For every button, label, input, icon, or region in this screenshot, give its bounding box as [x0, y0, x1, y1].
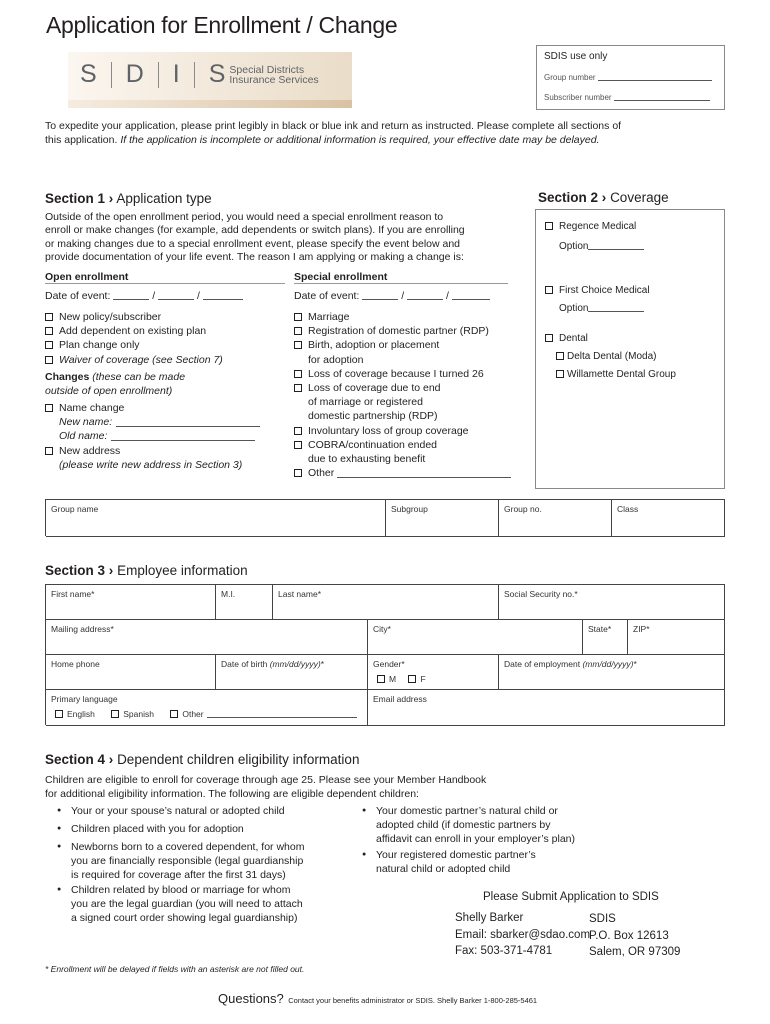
sdis-box-title: SDIS use only [544, 51, 608, 62]
option-label: Loss of coverage due to end [308, 382, 441, 395]
new-name-field[interactable] [116, 418, 260, 427]
section3-heading: Employee information [117, 563, 248, 578]
checkbox-icon[interactable] [294, 469, 302, 477]
mailing-address-cell[interactable] [46, 620, 368, 655]
bullet-line: ● Children related by blood or marriage for whom [71, 884, 291, 896]
spanish-label: Spanish [123, 709, 154, 719]
mi-label: M.I. [221, 589, 236, 599]
group-no-cell[interactable] [499, 500, 612, 537]
group-no-label: Group no. [504, 504, 542, 514]
group-info-table [45, 499, 725, 536]
chevron-right-icon: › [108, 563, 114, 578]
eligibility-bullet [57, 804, 285, 818]
ssn-label: Social Security no.* [504, 589, 578, 599]
changes-heading: Changes [45, 371, 90, 383]
chevron-right-icon: › [601, 190, 607, 205]
logo-letter: S [208, 60, 226, 88]
option-label: First Choice Medical [559, 284, 650, 296]
first-name-label: First name* [51, 589, 95, 599]
checkbox-icon[interactable] [45, 327, 53, 335]
group-name-label: Group name [51, 504, 99, 514]
dob-label: Date of birth [221, 659, 268, 669]
option-label: COBRA/continuation ended [308, 438, 437, 451]
logo-line2: Insurance Services [229, 73, 319, 86]
section1-title [45, 191, 212, 206]
chevron-right-icon: › [108, 191, 114, 206]
option-label: Registration of domestic partner (RDP) [308, 325, 489, 338]
special-date-label: Date of event: [294, 290, 360, 302]
section1-label: Section 1 [45, 191, 106, 206]
group-number-field[interactable] [598, 72, 712, 81]
bullet-line: affidavit can enroll in your employer’s plan) [376, 833, 576, 845]
first-choice-option-label: Option [559, 303, 589, 314]
gender-f-label: F [420, 674, 426, 684]
section3-title [45, 563, 248, 578]
changes-note: (these can be made [92, 371, 186, 383]
open-date-day[interactable] [158, 291, 194, 300]
option-label: Delta Dental (Moda) [567, 350, 657, 362]
doe-format: (mm/dd/yyyy) [582, 659, 634, 669]
checkbox-marriage[interactable] [294, 310, 511, 324]
checkbox-name-change[interactable] [45, 401, 260, 415]
dob-required: * [320, 659, 324, 669]
section4-description [45, 773, 486, 801]
desc-line: or making changes due to a special enrollment event, please specify the event below and [45, 237, 461, 250]
special-date-year[interactable] [452, 291, 490, 300]
employee-info-table [45, 584, 725, 725]
checkbox-gender-m[interactable] [377, 674, 396, 684]
questions-contact: Contact your benefits administrator or SDIS. Shelly Barker 1-800-285-5461 [288, 996, 538, 1005]
other-reason-field[interactable] [337, 469, 511, 478]
checkbox-icon[interactable] [111, 710, 119, 718]
changes-note: outside of open enrollment) [45, 385, 173, 397]
checkbox-dental[interactable] [545, 331, 588, 345]
chevron-right-icon: › [108, 752, 114, 767]
class-label: Class [617, 504, 639, 514]
checkbox-icon[interactable] [294, 313, 302, 321]
mail-po-box: P.O. Box 12613 [589, 929, 669, 942]
option-label: Birth, adoption or placement [308, 339, 440, 352]
state-cell[interactable] [583, 620, 628, 655]
bullet-line: is required for coverage after the first 31 days) [71, 869, 286, 881]
open-date-label: Date of event: [45, 290, 111, 302]
checkbox-birth-adoption[interactable] [294, 338, 511, 352]
checkbox-icon[interactable] [408, 675, 416, 683]
email-label: Email address [373, 694, 427, 704]
doe-label: Date of employment [504, 659, 581, 669]
regence-option-field[interactable] [588, 241, 644, 250]
coverage-box [535, 209, 725, 489]
bullet-line: natural child or adopted child [376, 863, 511, 875]
eligibility-bullet [57, 822, 244, 836]
checkbox-waiver[interactable] [45, 353, 223, 367]
logo-letter: S [80, 60, 97, 88]
checkbox-icon[interactable] [556, 370, 564, 378]
intro-line1: To expedite your application, please print legibly in black or blue ink and return as instructed. Please complete all sections of [45, 120, 622, 132]
checkbox-icon[interactable] [545, 222, 553, 230]
city-label: City* [373, 624, 391, 634]
bullet-line: adopted child (if domestic partners by [376, 819, 551, 831]
other-language-field[interactable] [207, 711, 357, 718]
bullet-line: a signed court order showing legal guardianship) [71, 912, 298, 924]
option-label: Add dependent on existing plan [59, 325, 207, 338]
regence-option-label: Option [559, 241, 589, 252]
gender-label: Gender* [373, 659, 405, 669]
checkbox-plan-change[interactable] [45, 338, 223, 352]
section4-label: Section 4 [45, 752, 106, 767]
desc-line: provide documentation of your life event. The reason I am applying or making a change is: [45, 251, 464, 264]
option-label-cont: of marriage or registered [308, 396, 423, 409]
checkbox-rdp[interactable] [294, 324, 511, 338]
bullet-line: you are financially responsible (legal guardianship [71, 855, 304, 867]
desc-line: enroll or make changes (for example, add dependents or switch plans). If you are enrolling [45, 224, 465, 237]
open-date-month[interactable] [113, 291, 149, 300]
checkbox-icon[interactable] [45, 313, 53, 321]
checkbox-icon[interactable] [545, 286, 553, 294]
class-cell[interactable] [612, 500, 725, 537]
checkbox-icon[interactable] [55, 710, 63, 718]
option-label-cont: for adoption [308, 353, 364, 366]
option-label: Marriage [308, 311, 350, 324]
option-label-cont: domestic partnership (RDP) [308, 410, 438, 423]
first-choice-option-field[interactable] [588, 303, 644, 312]
option-label: Involuntary loss of group coverage [308, 424, 469, 437]
zip-cell[interactable] [628, 620, 725, 655]
intro-text [45, 119, 621, 147]
checkbox-icon[interactable] [377, 675, 385, 683]
eligibility-bullet [362, 804, 575, 846]
open-date-year[interactable] [203, 291, 243, 300]
checkbox-spanish[interactable] [111, 709, 154, 719]
checkbox-new-policy[interactable] [45, 310, 223, 324]
mail-city: Salem, OR 97309 [589, 946, 681, 958]
checkbox-regence-medical[interactable] [545, 219, 636, 233]
state-label: State* [588, 624, 612, 634]
subscriber-number-field[interactable] [614, 92, 710, 101]
city-cell[interactable] [368, 620, 583, 655]
eligibility-bullet [57, 883, 303, 925]
subgroup-cell[interactable] [386, 500, 499, 537]
checkbox-turned-26[interactable] [294, 367, 511, 381]
logo-letter: D [125, 60, 144, 88]
bullet-line: ● Children placed with you for adoption [71, 823, 244, 835]
option-label: New address [59, 444, 121, 457]
subgroup-label: Subgroup [391, 504, 428, 514]
checkbox-first-choice-medical[interactable] [545, 283, 650, 297]
checkbox-icon[interactable] [294, 327, 302, 335]
option-label: Name change [59, 402, 125, 415]
option-label: Plan change only [59, 339, 140, 352]
special-enrollment-options [294, 310, 511, 480]
contact-email[interactable]: Email: sbarker@sdao.com [455, 928, 591, 941]
sdis-use-only-box [536, 45, 725, 110]
checkbox-icon[interactable] [294, 370, 302, 378]
logo-line1: Special Districts [229, 63, 305, 76]
first-name-cell[interactable] [46, 585, 216, 620]
mailing-address-label: Mailing address* [51, 624, 114, 634]
checkbox-end-of-marriage[interactable] [294, 381, 511, 395]
zip-label: ZIP* [633, 624, 650, 634]
option-label: Waiver of coverage (see Section 7) [59, 353, 223, 366]
old-name-label: Old name: [59, 430, 108, 443]
section2-label: Section 2 [538, 190, 599, 205]
checkbox-gender-f[interactable] [408, 674, 425, 684]
bullet-line: ● Your or your spouse’s natural or adopted child [71, 805, 285, 817]
group-number-label: Group number [544, 73, 596, 82]
intro-line2: this application. [45, 134, 118, 146]
email-cell[interactable] [368, 690, 725, 726]
checkbox-involuntary-loss[interactable] [294, 424, 511, 438]
option-label: New policy/subscriber [59, 311, 162, 324]
subscriber-number-label: Subscriber number [544, 93, 612, 102]
home-phone-cell[interactable] [46, 655, 216, 690]
doe-cell[interactable] [499, 655, 725, 690]
checkbox-add-dependent[interactable] [45, 324, 223, 338]
checkbox-icon[interactable] [170, 710, 178, 718]
checkbox-icon[interactable] [556, 352, 564, 360]
section4-title [45, 752, 359, 767]
bullet-line: you are the legal guardian (you will need to attach [71, 898, 303, 910]
desc-line: Children are eligible to enroll for coverage through age 25. Please see your Member Handbook [45, 774, 487, 786]
questions-label: Questions? [218, 991, 284, 1006]
checkbox-icon[interactable] [45, 356, 53, 364]
footer-questions [218, 990, 537, 1008]
option-label: Other [308, 467, 335, 480]
primary-language-label: Primary language [51, 694, 118, 704]
option-label: Dental [559, 332, 588, 344]
section1-description [45, 211, 465, 265]
desc-line: for additional eligibility information. The following are eligible dependent children: [45, 788, 419, 800]
special-enrollment-heading: Special enrollment [294, 271, 388, 283]
checkbox-icon[interactable] [294, 441, 302, 449]
checkbox-icon[interactable] [545, 334, 553, 342]
option-label: Regence Medical [559, 220, 637, 232]
eligibility-bullet [57, 840, 304, 882]
open-enrollment-heading: Open enrollment [45, 271, 129, 283]
open-enrollment-options [45, 310, 223, 367]
group-name-cell[interactable] [46, 500, 386, 537]
new-address-note: (please write new address in Section 3) [59, 458, 243, 471]
section4-heading: Dependent children eligibility information [117, 752, 360, 767]
checkbox-other[interactable] [294, 466, 511, 480]
doe-required: * [633, 659, 637, 669]
eligibility-bullet [362, 848, 536, 876]
checkbox-english[interactable] [55, 709, 95, 719]
dob-cell[interactable] [216, 655, 368, 690]
last-name-cell[interactable] [273, 585, 499, 620]
last-name-label: Last name* [278, 589, 321, 599]
sdis-logo [68, 52, 352, 108]
checkbox-icon[interactable] [45, 404, 53, 412]
contact-fax: Fax: 503-371-4781 [455, 945, 553, 957]
gender-m-label: M [389, 674, 397, 684]
section1-heading: Application type [116, 191, 212, 206]
checkbox-icon[interactable] [294, 384, 302, 392]
primary-language-cell [46, 690, 368, 726]
asterisk-note: * Enrollment will be delayed if fields with an asterisk are not filled out. [45, 964, 305, 974]
bullet-line: ● Your domestic partner’s natural child or [376, 805, 558, 817]
checkbox-cobra-ended[interactable] [294, 438, 511, 452]
section2-title [538, 190, 669, 205]
section2-heading: Coverage [610, 190, 669, 205]
english-label: English [67, 709, 95, 719]
home-phone-label: Home phone [51, 659, 100, 669]
logo-letter: I [172, 60, 180, 88]
intro-line2-italic: If the application is incomplete or additional information is required, your effective date may be delayed. [120, 134, 600, 146]
mi-cell[interactable] [216, 585, 273, 620]
ssn-cell[interactable] [499, 585, 725, 620]
checkbox-willamette-dental[interactable] [556, 367, 676, 381]
bullet-line: ● Your registered domestic partner’s [376, 849, 536, 861]
checkbox-icon[interactable] [294, 427, 302, 435]
option-label-cont: due to exhausting benefit [308, 452, 426, 465]
contact-name: Shelly Barker [455, 912, 524, 924]
checkbox-icon[interactable] [45, 341, 53, 349]
new-name-label: New name: [59, 416, 113, 429]
checkbox-other-language[interactable] [170, 709, 356, 719]
submit-heading: Please Submit Application to SDIS [483, 891, 659, 903]
special-date-day[interactable] [407, 291, 443, 300]
desc-line: Outside of the open enrollment period, you would need a special enrollment reason to [45, 211, 444, 223]
dob-format: (mm/dd/yyyy) [269, 659, 321, 669]
checkbox-icon[interactable] [45, 447, 53, 455]
checkbox-new-address[interactable] [45, 444, 260, 458]
mail-org: SDIS [589, 913, 616, 925]
checkbox-icon[interactable] [294, 341, 302, 349]
bullet-line: ● Newborns born to a covered dependent, for whom [71, 841, 305, 853]
option-label: Loss of coverage because I turned 26 [308, 367, 484, 380]
section3-label: Section 3 [45, 563, 106, 578]
page-title: Application for Enrollment / Change [46, 12, 398, 38]
special-date-month[interactable] [362, 291, 398, 300]
old-name-field[interactable] [111, 432, 255, 441]
option-label: Willamette Dental Group [567, 368, 676, 380]
other-language-label: Other [182, 709, 204, 719]
checkbox-delta-dental[interactable] [556, 349, 676, 363]
gender-cell [368, 655, 499, 690]
